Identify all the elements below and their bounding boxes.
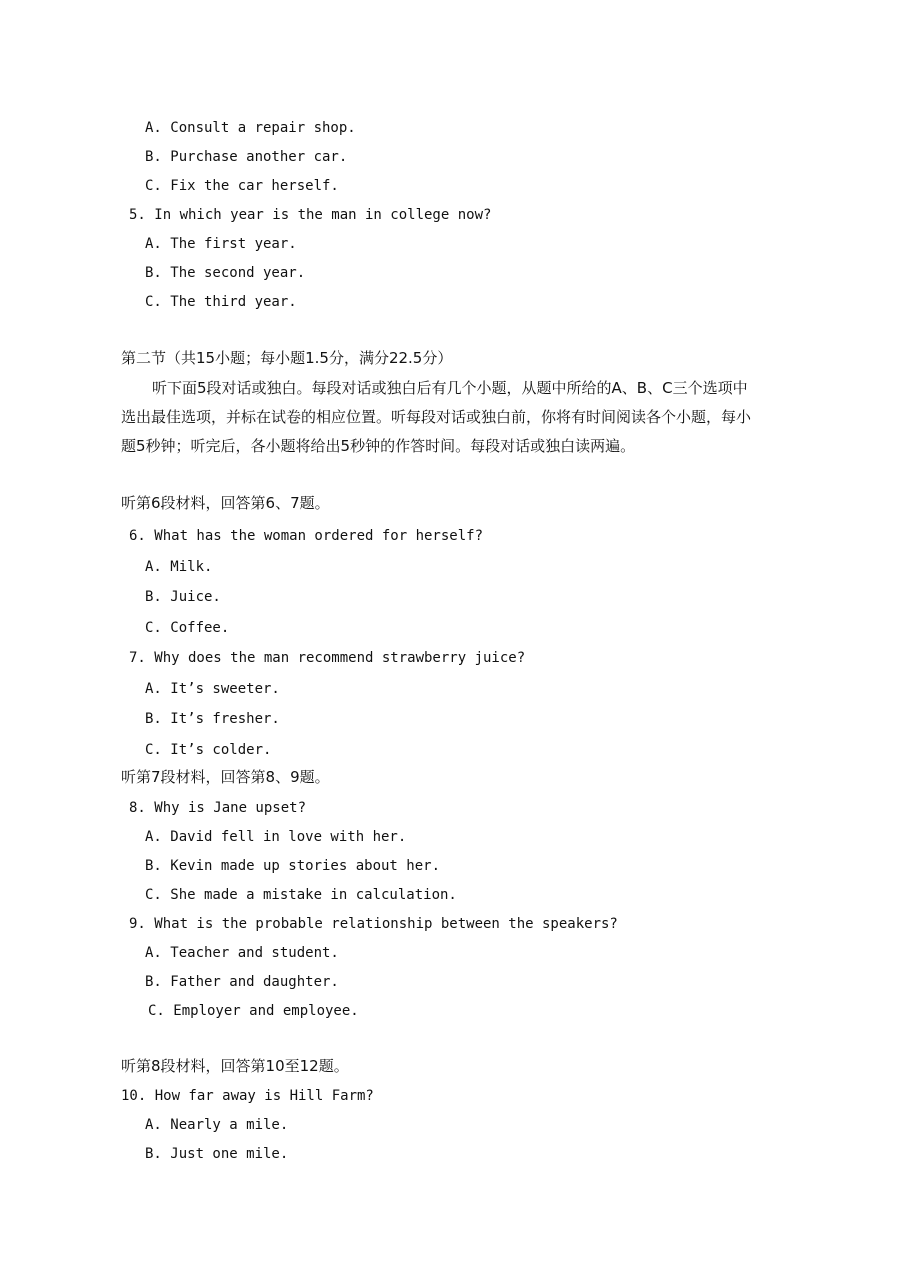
q7-option-b: B. It’s fresher.	[145, 711, 280, 727]
material8-heading: 听第8段材料，回答第10至12题。	[121, 1057, 349, 1075]
q8-question: 8. Why is Jane upset?	[129, 800, 307, 816]
material6-heading: 听第6段材料，回答第6、7题。	[121, 494, 330, 512]
q5-option-a: A. The first year.	[145, 236, 297, 252]
q9-option-b: B. Father and daughter.	[145, 974, 339, 990]
section2-instruction-line: 选出最佳选项，并标在试卷的相应位置。听每段对话或独白前，你将有时间阅读各个小题，每小	[121, 408, 752, 426]
q9-question: 9. What is the probable relationship between the speakers?	[129, 916, 618, 932]
q4-option-b: B. Purchase another car.	[145, 149, 348, 165]
q4-option-a: A. Consult a repair shop.	[145, 120, 356, 136]
q8-option-b: B. Kevin made up stories about her.	[145, 858, 441, 874]
section2-heading: 第二节（共15小题；每小题1.5分，满分22.5分）	[121, 349, 453, 367]
q9-option-a: A. Teacher and student.	[145, 945, 339, 961]
q6-question: 6. What has the woman ordered for herself?	[129, 528, 484, 544]
q8-option-c: C. She made a mistake in calculation.	[145, 887, 457, 903]
q10-option-b: B. Just one mile.	[145, 1146, 289, 1162]
q6-option-c: C. Coffee.	[145, 620, 230, 636]
q5-option-c: C. The third year.	[145, 294, 297, 310]
q5-question: 5. In which year is the man in college now?	[129, 207, 492, 223]
q6-option-b: B. Juice.	[145, 589, 221, 605]
q10-question: 10. How far away is Hill Farm?	[121, 1088, 374, 1104]
q8-option-a: A. David fell in love with her.	[145, 829, 407, 845]
material7-heading: 听第7段材料，回答第8、9题。	[121, 768, 330, 786]
q10-option-a: A. Nearly a mile.	[145, 1117, 289, 1133]
q5-option-b: B. The second year.	[145, 265, 306, 281]
q6-option-a: A. Milk.	[145, 559, 213, 575]
q7-question: 7. Why does the man recommend strawberry juice?	[129, 650, 526, 666]
q7-option-a: A. It’s sweeter.	[145, 681, 280, 697]
q7-option-c: C. It’s colder.	[145, 742, 272, 758]
q4-option-c: C. Fix the car herself.	[145, 178, 339, 194]
section2-instruction-line: 题5秒钟；听完后，各小题将给出5秒钟的作答时间。每段对话或独白读两遍。	[121, 437, 636, 455]
q9-option-c: C. Employer and employee.	[148, 1003, 359, 1019]
section2-instruction-line: 听下面5段对话或独白。每段对话或独白后有几个小题，从题中所给的A、B、C三个选项中	[152, 379, 748, 397]
